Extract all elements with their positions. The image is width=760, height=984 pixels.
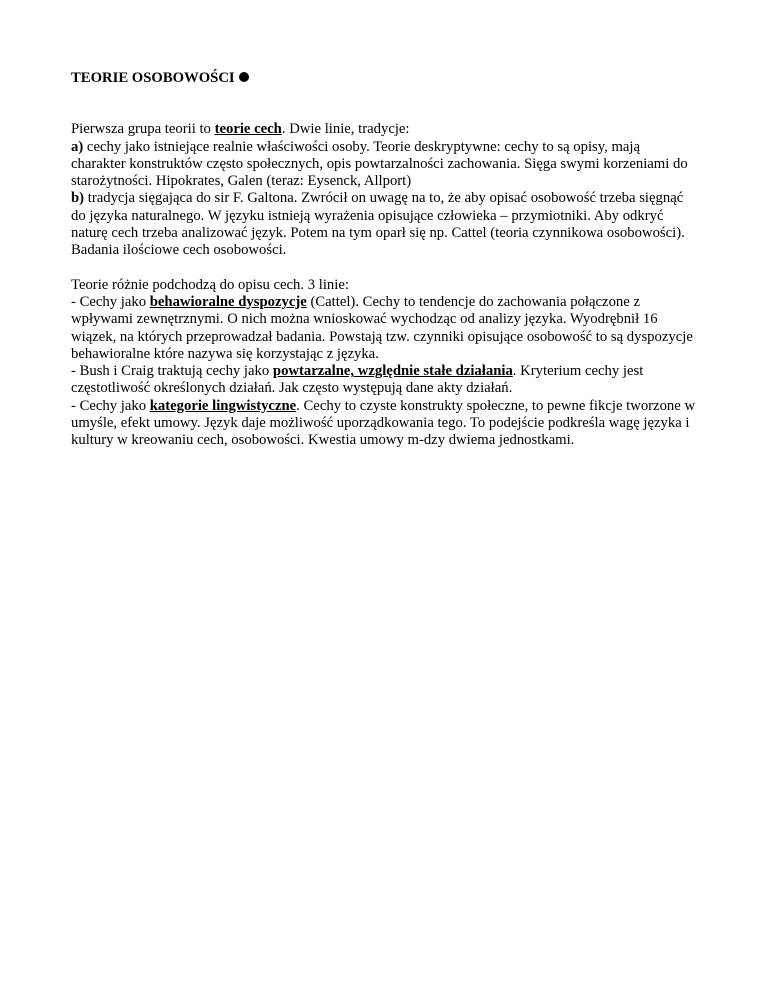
lines-intro: Teorie różnie podchodzą do opisu cech. 3 linie: [71, 276, 349, 293]
marker-b: b) [71, 190, 85, 207]
paragraph-gap [71, 260, 696, 277]
document-title: TEORIE OSOBOWOŚCI [71, 70, 696, 87]
term-teorie-cech: teorie cech [214, 121, 282, 138]
marker-a: a) [71, 138, 84, 155]
bullet-icon [239, 72, 249, 82]
line-behavioral: - Cechy jako behawioralne dyspozycje (Cattel). Cechy to tendencje do zachowania połączone z wpływami zewnętrznymi. O nich można wnioskować wychodząc od analizy języka. Wyodrębnił 16 wiązek, na których przeprowadzał badania. Powstają tzw. czynniki opisujące osobowość to są dyspozycje behawioralne które nazywa się korzystając z języka. [71, 293, 693, 362]
line-repeated-actions: - Bush i Craig traktują cechy jako powtarzalne, względnie stałe działania. Kryterium cechy jest częstotliwość określonych działań. Jak często występują dane akty działań. [71, 363, 644, 397]
tradition-a: a) cechy jako istniejące realnie właściwości osoby. Teorie deskryptywne: cechy to są opisy, mają charakter konstruktów często społecznych, opis powtarzalności zachowania. Sięga swymi korzeniami do starożytności. Hipokrates, Galen (teraz: Eysenck, Allport) [71, 138, 688, 190]
document-body [71, 70, 696, 450]
term-powtarzalne-dzialania: powtarzalne, względnie stałe działania [272, 363, 513, 380]
tradition-b: b) tradycja sięgająca do sir F. Galtona. Zwrócił on uwagę na to, że aby opisać osobowość trzeba sięgnąć do języka naturalnego. W języku istnieją wyrażenia opisujące człowieka – przymiotniki. Aby odkryć naturę cech trzeba analizować język. Potem na tym oparł się np. Cattel (teoria czynnikowa osobowości). Badania ilościowe cech osobowości. [71, 190, 685, 259]
intro-paragraph: Pierwsza grupa teorii to teorie cech. Dwie linie, tradycje: [71, 121, 410, 138]
term-behawioralne-dyspozycje: behawioralne dyspozycje [149, 293, 307, 310]
term-kategorie-lingwistyczne: kategorie lingwistyczne [149, 397, 297, 414]
line-linguistic: - Cechy jako kategorie lingwistyczne. Cechy to czyste konstrukty społeczne, to pewne fikcje tworzone w umyśle, efekt umowy. Język daje możliwość uporządkowania tego. To podejście podkreśla wagę języka i kultury w kreowaniu cech, osobowości. Kwestia umowy m-dzy dwiema jednostkami. [71, 397, 696, 449]
